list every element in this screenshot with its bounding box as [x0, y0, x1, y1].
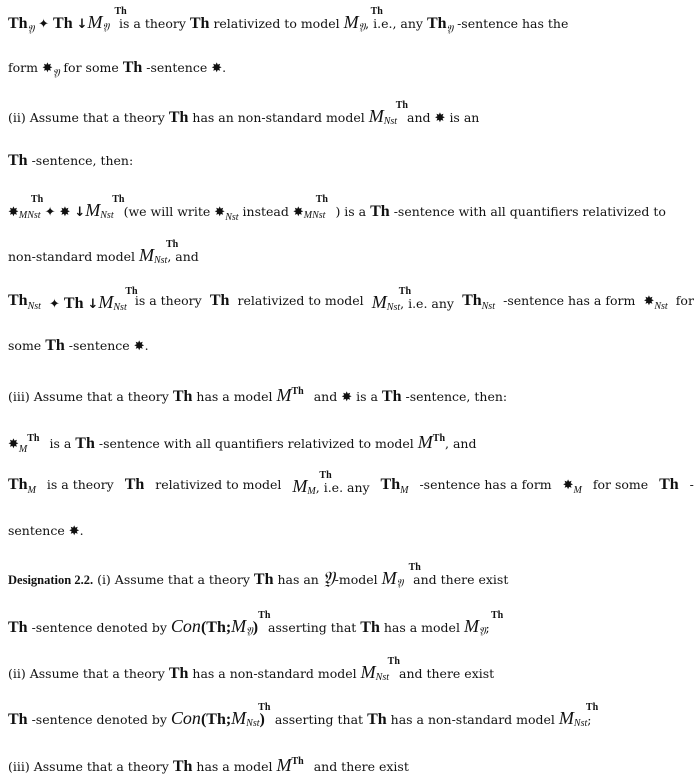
con-symbol: Con — [170, 616, 201, 636]
sentence-symbol: ✸ — [8, 205, 19, 220]
text: has an non-standard model — [192, 110, 365, 125]
sentence-symbol: ✸ — [434, 111, 446, 126]
theory-symbol: Th — [189, 15, 210, 32]
text: -sentence has a form — [503, 293, 636, 308]
text: (iii) Assume that a theory — [8, 759, 169, 774]
line-13 — [8, 562, 694, 595]
line-12: sentence ✸. — [8, 523, 84, 539]
text: sentence — [8, 523, 65, 538]
text: non-standard model — [8, 249, 135, 264]
text: for some — [592, 477, 649, 492]
model-symbol: M — [98, 292, 114, 312]
sentence-symbol: ✸ — [341, 390, 353, 405]
th-superscript: Th — [432, 433, 446, 444]
theory-symbol: Th — [426, 15, 447, 32]
sentence-symbol: ✸ — [562, 478, 574, 493]
th-superscript: Th — [27, 433, 40, 444]
theory-symbol: Th — [45, 337, 65, 354]
model-indices: Th $_𝔜$ — [478, 610, 504, 637]
model-indices: Th $_{MNst}$ — [18, 194, 44, 221]
theory-symbol: Th — [209, 292, 230, 309]
text: , and — [167, 249, 199, 264]
text: -sentence with all quantifiers relativized to model — [98, 436, 414, 451]
text: has a model — [196, 759, 273, 774]
line-7 — [8, 286, 694, 319]
theory-symbol: Th — [8, 476, 28, 493]
theory-symbol: Th — [659, 476, 679, 493]
text: relativized to model — [155, 477, 282, 492]
model-symbol: M — [417, 432, 433, 452]
ystar-subscript: 𝔜 — [27, 24, 35, 35]
line-3 — [8, 100, 694, 133]
line-9 — [8, 381, 694, 409]
sentence-symbol: ✸ — [211, 61, 223, 76]
text: -sentence denoted by — [31, 620, 167, 635]
model-indices: Th $_𝔜$ — [396, 562, 421, 589]
theory-symbol: Th — [360, 619, 380, 636]
text: and there exist — [399, 666, 495, 681]
theory-symbol: Th — [168, 665, 189, 682]
text: is a — [356, 389, 378, 404]
nst-subscript: Nst — [654, 301, 668, 312]
model-symbol: M — [138, 245, 154, 265]
model-indices: Th $_{Nst}$ — [573, 702, 599, 729]
text: has a non-standard model — [192, 666, 357, 681]
plus-operator: ✦ — [44, 205, 56, 220]
text: (ii) Assume that a theory — [8, 666, 165, 681]
text: -sentence has the — [457, 16, 569, 31]
text: relativized to model — [237, 293, 364, 308]
theory-symbol: Th — [206, 711, 226, 728]
th-superscript: Th — [291, 756, 304, 767]
theory-symbol: Th — [370, 203, 390, 220]
text: and there exist — [413, 572, 509, 587]
text: is an — [449, 110, 480, 125]
theory-symbol: Th — [8, 15, 28, 32]
sentence-symbol: ✸ — [643, 294, 655, 309]
line-15 — [8, 656, 694, 689]
model-indices: Th $_{Nst}$ — [113, 286, 138, 313]
m-subscript: M — [400, 485, 409, 496]
text: -sentence — [146, 60, 208, 75]
theory-symbol: Th — [172, 758, 193, 775]
text: instead — [242, 204, 289, 219]
model-symbol: M — [360, 662, 376, 682]
text: -sentence — [68, 338, 130, 353]
text: -sentence, then: — [31, 153, 134, 168]
theory-symbol: Th — [381, 388, 402, 405]
text: (we will write — [123, 204, 211, 219]
th-superscript: Th — [291, 386, 304, 397]
model-symbol: M — [231, 708, 247, 728]
line-1 — [8, 6, 694, 41]
text: has a non-standard model — [390, 712, 555, 727]
text: and there exist — [313, 759, 409, 774]
model-indices: Th $_{Nst}$ — [246, 702, 271, 729]
model-symbol: M — [368, 106, 384, 126]
model-symbol: M — [276, 385, 292, 405]
model-indices: Th $_𝔜$ — [246, 610, 271, 637]
sentence-symbol: ✸ — [8, 437, 19, 452]
model-indices: Th $_𝔜$ — [102, 6, 127, 33]
line-8: some Th -sentence ✸. — [8, 337, 149, 354]
text: is a — [49, 436, 72, 451]
model-indices: Th $_{MNst}$ — [303, 194, 328, 221]
theory-symbol: Th — [380, 476, 401, 493]
plus-operator: ✦ — [49, 297, 60, 312]
text: (ii) Assume that a theory — [8, 110, 165, 125]
m-subscript: M — [18, 444, 28, 455]
text: for some — [63, 60, 119, 75]
text: has an — [277, 572, 319, 587]
theory-symbol: Th — [124, 476, 145, 493]
ystar-subscript: 𝔜 — [52, 68, 60, 79]
model-symbol: M — [371, 292, 387, 312]
theory-symbol: Th — [122, 59, 143, 76]
line-6 — [8, 239, 694, 272]
theory-symbol: Th — [8, 152, 28, 169]
model-indices: Th $_{Nst}$ — [375, 656, 400, 683]
text: form — [8, 60, 38, 75]
line-10 — [8, 428, 694, 461]
text: , i.e. any — [400, 296, 454, 311]
text: asserting that — [274, 712, 364, 727]
text: is a theory — [46, 477, 114, 492]
text: - — [689, 477, 694, 492]
nst-subscript: Nst — [225, 212, 239, 223]
nst-subscript: Nst — [27, 301, 41, 312]
sentence-symbol: ✸ — [68, 524, 80, 539]
model-symbol: M — [85, 200, 101, 220]
plus-operator: ✦ — [38, 17, 50, 32]
sentence-symbol: ✸ — [133, 339, 145, 354]
text: asserting that — [268, 620, 357, 635]
model-symbol: M — [381, 568, 397, 588]
theory-symbol: Th — [462, 292, 482, 309]
theory-symbol: Th — [172, 388, 193, 405]
text: has a model — [196, 389, 273, 404]
text: -sentence, then: — [405, 389, 508, 404]
text: , and — [445, 436, 477, 451]
model-indices: Th $_{Nst}$ — [383, 100, 408, 127]
text: and — [313, 389, 338, 404]
model-symbol: M — [343, 12, 359, 32]
model-indices: Th $_M$ — [307, 470, 332, 497]
model-indices: Th $_{Nst}$ — [100, 194, 125, 221]
text: is a theory — [119, 16, 186, 31]
sentence-symbol: ✸ — [59, 205, 71, 220]
model-symbol: M — [276, 755, 292, 775]
line-17 — [8, 751, 694, 778]
text: (iii) Assume that a theory — [8, 389, 169, 404]
text: , i.e., any — [365, 16, 423, 31]
text: -sentence with all quantifiers relativized to — [393, 204, 666, 219]
ystar-subscript: 𝔜 — [446, 24, 454, 35]
text: some — [8, 338, 42, 353]
line-2: form $✸_𝔜$ for some Th -sentence ✸. — [8, 59, 227, 79]
text: -sentence denoted by — [31, 712, 167, 727]
ystar-symbol: 𝔜 — [322, 568, 335, 588]
arrow-operator: ↓ — [74, 205, 86, 220]
theory-symbol: Th — [8, 711, 28, 728]
text: is a theory — [134, 293, 202, 308]
model-symbol: M — [231, 616, 247, 636]
text: for — [675, 293, 694, 308]
arrow-operator: ↓ — [87, 297, 99, 312]
model-indices: Th $_{Nst}$ — [386, 286, 412, 313]
line-11 — [8, 470, 694, 503]
m-subscript: M — [27, 485, 36, 496]
theory-symbol: Th — [75, 435, 95, 452]
model-symbol: M — [463, 616, 479, 636]
text: , i.e. any — [315, 480, 370, 495]
theory-symbol: Th — [63, 295, 84, 312]
theory-symbol: Th — [53, 15, 73, 32]
theory-symbol: Th — [8, 292, 28, 309]
model-symbol: M — [292, 476, 308, 496]
text: ) is a — [335, 204, 367, 219]
nst-subscript: Nst — [481, 301, 495, 312]
model-symbol: M — [87, 12, 103, 32]
text: (i) Assume that a theory — [97, 572, 250, 587]
text: and — [407, 110, 431, 125]
sentence-symbol: ✸ — [292, 205, 304, 220]
theory-symbol: Th — [168, 109, 189, 126]
model-indices: Th $_{Nst}$ — [153, 239, 179, 266]
theory-symbol: Th — [253, 571, 274, 588]
text: relativized to model — [213, 16, 340, 31]
line-16: Th -sentence denoted by Con(Th;M Th $_{Nst}$) asserting that Th has a non-standard model M Th $_{Nst}$; — [8, 706, 694, 735]
model-indices: Th $_𝔜$ — [358, 6, 383, 33]
sentence-symbol: ✸ — [41, 61, 53, 76]
line-5 — [8, 194, 694, 229]
theory-symbol: Th — [8, 619, 28, 636]
line-4 — [8, 150, 694, 172]
arrow-operator: ↓ — [76, 17, 88, 32]
model-symbol: M — [558, 708, 574, 728]
designation-heading: Designation 2.2. — [8, 573, 94, 587]
text: has a model — [383, 620, 460, 635]
line-14: Th -sentence denoted by Con(Th;M Th $_𝔜$) asserting that Th has a model M Th $_𝔜$; — [8, 614, 694, 643]
text: -model — [334, 572, 378, 587]
theory-symbol: Th — [206, 619, 226, 636]
m-subscript: M — [573, 485, 582, 496]
theory-symbol: Th — [367, 711, 387, 728]
sentence-symbol: ✸ — [214, 205, 226, 220]
text: -sentence has a form — [419, 477, 552, 492]
con-symbol: Con — [170, 708, 201, 728]
